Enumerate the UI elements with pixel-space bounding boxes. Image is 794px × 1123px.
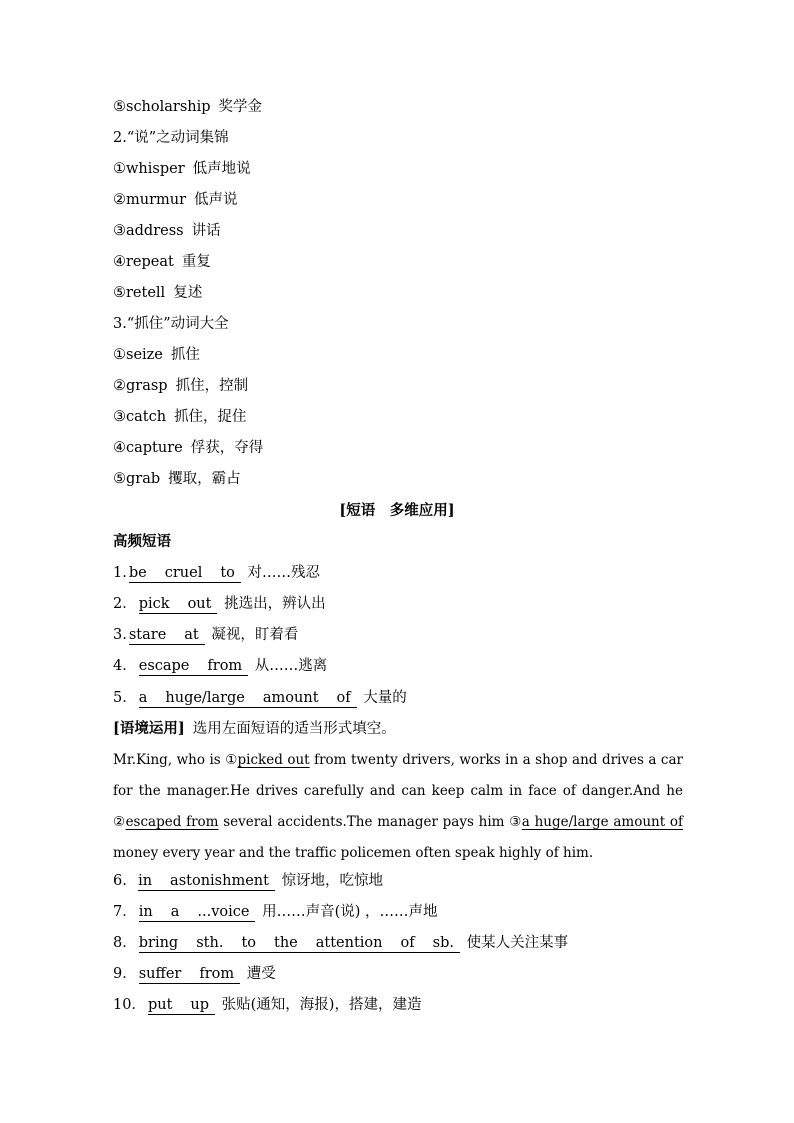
context-instruction: [语境运用] 选用左面短语的适当形式填空。 — [113, 720, 396, 737]
vocab-item-whisper: ①whisper 低声地说 — [113, 161, 251, 177]
section-title: [短语 多维应用] — [339, 502, 455, 519]
answer-blank: put up — [148, 996, 215, 1015]
vocab-item-seize: ①seize 抓住 — [113, 347, 200, 363]
phrase-item-4: 4． escape from 从……逃离 — [113, 658, 328, 674]
vocab-item-murmur: ②murmur 低声说 — [113, 192, 238, 208]
phrase-item-2: 2． pick out 挑选出，辨认出 — [113, 596, 326, 612]
context-paragraph: Mr.King, who is ①picked out from twenty drivers, works in a shop and drives a car for the manager.He drives carefully and can keep calm in face of danger.And he ②escaped from several accidents.The manager pays him ③a huge/large amount of money every year and the traffic policemen often speak highly of him. — [113, 752, 684, 861]
phrase-item-6: 6. in astonishment 惊讶地，吃惊地 — [113, 873, 384, 889]
phrase-item-3: 3. stare at 凝视，盯着看 — [113, 627, 299, 643]
answer-blank: stare at — [129, 626, 205, 645]
answer-blank: be cruel to — [129, 564, 241, 583]
vocab-item-scholarship: ⑤scholarship 奖学金 — [113, 99, 263, 115]
vocab-item-repeat: ④repeat 重复 — [113, 254, 211, 270]
vocab-item-grasp: ②grasp 抓住，控制 — [113, 378, 249, 394]
answer-2: escaped from — [125, 814, 219, 830]
answer-blank: pick out — [139, 595, 218, 614]
answer-blank: a huge/large amount of — [139, 689, 357, 708]
phrase-item-1: 1. be cruel to 对……残忍 — [113, 565, 320, 581]
vocab-item-grab: ⑤grab 攫取，霸占 — [113, 471, 241, 487]
phrase-item-7: 7． in a ...voice 用……声音(说) ，……声地 — [113, 904, 438, 920]
answer-blank: bring sth. to the attention of sb. — [139, 934, 460, 953]
vocab-item-catch: ③catch 抓住，捉住 — [113, 409, 247, 425]
vocab-item-address: ③address 讲话 — [113, 223, 221, 239]
heading-say-verbs: 2.“说”之动词集锦 — [113, 130, 229, 146]
answer-blank: escape from — [139, 657, 248, 676]
answer-1: picked out — [237, 752, 310, 768]
vocab-item-capture: ④capture 俘获，夺得 — [113, 440, 264, 456]
vocab-item-retell: ⑤retell 复述 — [113, 285, 203, 301]
answer-3: a huge/large amount of — [521, 814, 684, 830]
phrase-item-10: 10． put up 张贴(通知，海报)，搭建，建造 — [113, 997, 422, 1013]
subheading-phrases: 高频短语 — [113, 533, 171, 550]
answer-blank: suffer from — [139, 965, 240, 984]
phrase-item-5: 5． a huge/large amount of 大量的 — [113, 690, 407, 706]
phrase-item-8: 8． bring sth. to the attention of sb. 使某人关注某事 — [113, 935, 569, 951]
answer-blank: in a ...voice — [139, 903, 256, 922]
phrase-item-9: 9． suffer from 遭受 — [113, 966, 276, 982]
answer-blank: in astonishment — [138, 872, 275, 891]
heading-grab-verbs: 3.“抓住”动词大全 — [113, 316, 229, 332]
